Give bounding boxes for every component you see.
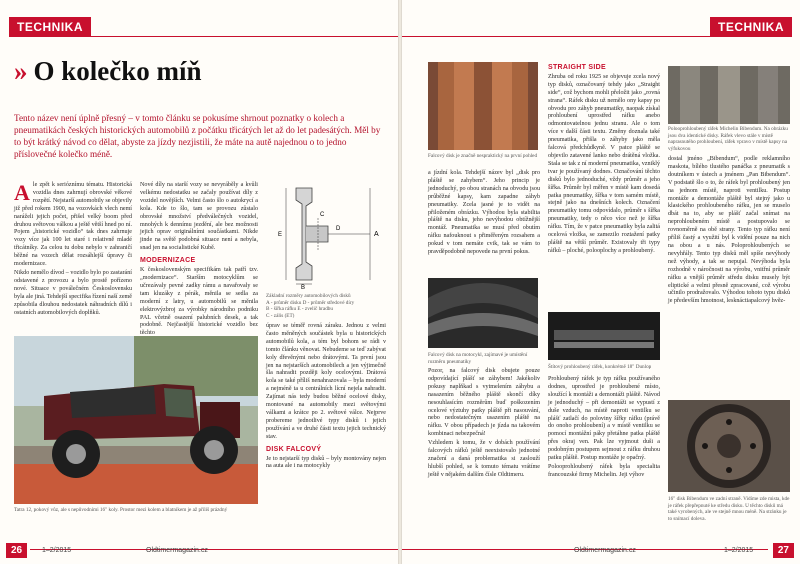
col5-para-3: Polooprohloubený ráfek byla specialita francouzské firmy Michelin. Jeji výhov [548,463,660,478]
section-tag-right: TECHNIKA [710,17,792,37]
wheel-diagram [266,178,386,290]
wheel-cross-section-diagram [266,178,386,290]
col3-para-2: Je to nejstarší typ disků – byly montovány nejen na auta ale i na motocykly [266,455,386,470]
falc-rim-caption: Falcový disk je značně nespraktický na první pohled [428,153,538,159]
left-page [0,0,398,564]
falc-rim-image [428,62,538,150]
bibendum-rims-caption: Polooprohloubený ráfek Michelin Bibendum. Na obrázku jsou dva identické disky. Ráfek vlevo stále v místě naprasnutého prohloubení, ráfek vpravo v místě kapsy na výfukovou [668,126,788,152]
header-rule [88,36,398,37]
column-2 [140,182,258,339]
page-number-right: 27 [773,543,794,558]
section-tag: TECHNIKA [9,17,91,37]
col6-para-1: dostal jméno „Bibendum“, podle reklamního maskota, bílého tlustého panáčka z pneumatik s doutníkem v ústech a jménem „Pan Bibendum“. V podstatě šlo o to, že ráfek byl prohloubený jen na jednom místě, naproti ventilku. Postup montáže a demontáže pláště byl stejný jako u klasického prohloubeného ráfku, jen se muselo dbát na to, aby se plášť začal snímat na neprohloubeném místě a postupovalo se rovnoměrně na obě strany. Tento typ ráfku není příliš častý a využití byl k vidění pouze na nich na obou a u nás. Poloprohloubených se nevyhřály. Tento typ disků měl spíše nevýhody než výhody, a tak se nepujal. Nevýhoda byla rozhodně v náročnosti na výrobu, vnitřní průměr ráfku a vnější průměr středu disku musely být eliptické a velmi přesně zpracované, což výrobu učinilo prodražovalo. Výhodou tohoto typu disků je především hmotnost, lesknáctiapalcový hvěz- [668,156,790,305]
col1-para-2: Nikdo nemělo dívod – vozidlo bylo po zastarání odstavené z provozu a bylo prostě pořízeno nové. Situace v poválečném Československu byla ale jiná. Tehdejší specifika řízení naší země způsobila dlouhou nedostatek náhradních dílů i ostatních automobilových doplňků. [14,269,132,316]
dunlop-rim-image [548,312,660,360]
moto-tyre-caption: Falcový disk na motocykl, zajímavé je umístění rozměru pneumatiky [428,352,528,365]
article-title [14,56,202,87]
site-link-right[interactable]: Oldtimermagazin.cz [574,547,636,554]
bibendum-rims-photo [668,66,790,124]
col1-para-1: le zpět k serióznímu tématu. Historická vozidla dnes zahrnují obrovské věkové rozpětí. Nejstarší automobily se objevily již před rokem 1900, na vozovkách vlech nemí naráželi jejich počet, přišel velký boom před druhou světovou válkou a ještě větší hned po ní. Pojem „historické vozidlo“ tak dnes zahrnuje vozy více jak 100 let staré i relativně mladé třicátníky. Za celou tu dobu nebylo v zahraničí běžné na vozech dělat rozsáhlejší úpravy či modernizace. [14,182,132,268]
right-page [402,0,800,564]
diagram-label-e: E [278,232,283,238]
column-1 [14,182,132,318]
bibendum-disk-photo [668,400,790,492]
car-photo [14,336,258,504]
col3-para-1: úprav se téměř rovná záraku. Jednou z velmi často měněných součástek byla u historických automobilů kola, a tém byl bohom se rádi v tomto článku věnovat. Nebudeme se teď zabývat koly dřevěnými nebo drátovými. Ta první jsou jen na nejstarších automobilech a jen výjimečně šla nahradit později koly ocelovými. Drátová kola se také příliš nenahrazovala – byla moderní a nejméně ta u centrálních lícní nejela nahradit. Zajímat nás tedy budou běžné ocelové disky, montované na automobily mezi světovými válkami a krátce po 2. světové válce. Nejprve probereme jednotlivé typy disků i jejich používání a ve druhé části textu jejich technický stav. [266,323,386,440]
col2-para-1: Nové díly na starší vozy se nevyráběly a kvůli velkému nedostatku se začaly používat díly z vozidel novějších. Velmi často šlo o autokrycí a kola. Kde to šlo, tam se provozu zůstalo obrovské množství předválečných vozidel, mnohých k dennímu jezdění, ale bez možnosti jejich oprav originálními součástkami. Nikde jinde na světě podobná situace není a nebyla, snad jen na socialistické Kubě. [140,182,258,252]
col4-para-2: Pozor, na falcový disk obujete pouze odpovídající plášť se záhybem! Jakékoliv pokusy naplňkad s vytmelením záhybu a nasazením běžného pláště skončí díky nesouhlasícím rozměrům buď poškozením ocelové výztuhy patky pláště při nasouvání, nebo nedostatečným usazením pláště na ráfku. V obou případech je jízda na takovém kombinaci nebezpečná! [428,368,540,438]
issue-right: 1–2/2015 [724,547,754,554]
bibendum-disk-caption: 16" disk Bibendum ve zadní straně. Vidíme zde mista, kde je ráfek přepřepnuté ke středu disku. U těchto disků má také vyrobených, ale ve stejně mnou méně. Na stránku je to snímací doleva. [668,496,790,522]
col5-para-2: Prohloubený ráfek je typ ráfku používaného dodnes, uprostřed je prohloubené místo, sloužící k montáži a demontáži pláště. Návod je jednoduchý – při demontáži se vypustí z duše vzduch, na místě naproti ventilku se plášť zatlačí do poloviny šířky ráfku (právě do onoho prohloubení) a v místě ventilku se pomocí montážní páky přetáhne patka pláště přes okraj ven. Pak lze vyjmout duši a podobným postupem sejmout z ráfku druhou patku pláště. Postup montáže je opačný. [548,376,660,462]
col2-para-2: K československým specifikám tak patří tzv. „modernizace“. Starším motocyklům se učrezávaly pevné zadky rámu a navařovaly se tam kluzáky z pérák, měnila se sedla za moderní z latry, u automobilů se měnila elektrovýzbroj za výrobky národního podniku PAL včetně osazení palubních desek, a tak podobně. Nejčastější historické vozidlo bez těchto [140,267,258,337]
dunlop-rim-photo [548,312,660,360]
diagram-caption: Základní rozměry automobilových disků A - průměr disku D - průměr středové díry B - šířka ráfku E - zvelič hradbu C - zális (ET) [266,293,355,319]
column-3 [266,323,386,472]
column-6 [668,156,790,307]
site-link-left[interactable]: Oldtimermagazin.cz [146,547,208,554]
title-text: O kolečko míň [33,56,202,86]
title-chevron-icon: » [14,56,28,86]
moto-tyre-image [428,278,538,348]
column-5-top [548,60,660,257]
lead-paragraph: Tento název není úplně přesný – v tomto článku se pokusíme shrnout poznatky o kolech a pneumatikách českých historických automobilů z počátku třicátých let až do let padesátých. Měl by to být krátký návod co dělat, abyste za jízdy nezjistili, že máte na autě najednou o to jedno příslovečné kolečko méně. [14,113,381,159]
falc-rim-photo [428,62,538,150]
subheading-straight-side: STRAIGHT SIDE [548,64,606,71]
subheading-disk-falcovy: DISK FALCOVÝ [266,445,322,453]
diagram-label-d: D [336,226,341,232]
column-4-bottom [428,368,540,481]
col4-para-1: a jízdní kola. Tehdejší název byl „disk pro pláště se zahybem“. Jeho princip je jednoduchý, po obou stranách na obvodu jsou průběžné kapsy, kam zapadne záhyb pneumatiky. Zcela jasné je to vidět na přiloženém obrázku. Výhodou byla stabilita pláště na disku, jeho nevýhodou obtížnější montáž. Pneumatika se musí před obutím ráfku nafouknout s přiměřeným rozsahem a pokud v tom nemáte cvik, tak se vám to pravděpodobně nepovede na první pokus. [428,170,540,256]
moto-tyre-photo [428,278,538,348]
footer-rule [30,549,398,550]
bibendum-rims-image [668,66,790,124]
diagram-label-c: C [320,212,325,218]
col5-para-1: Zhruba od roku 1925 se objevuje zcela nový typ disků, označovaný tehdy jako „Straight side“, což bychom mohli přeložit jako „rovná strana“. Ráfek disku už nemělo ony kapsy po obvodu pro záhyb pneumatiky, naopak získal prohloubení uprostřed ráfku anebo odmontovatelnou jednu stranu. Ale o tom více v další části textu. Změny doznala také pneumatika, přišla o záhyby jako měla falcová předchůdkyně. V patce pláště se objevilo zatavené lanko nebo drátěná vložka. Stala se tak z ní moderní pneumatika, vzniklý tvar je používaný dodnes. Označování těchto disků bylo jednoduché, vždy průměr a jeho šířka. Průměr byl měřen v místě kam dosedá patka pneumatiky, šířka v tom samém místě, stejně jako na dnešních kolech. Označení pneumatiky tomu odpovídalo, průměr s šířka pneumatiky, tedy o něco více než je šířka ráfku. Tím, že v patce pneumatiky byla zalitá ocelová vložka, se zamezilo roztažení patky pláště na větší průměr. Existovaly tři typy ráfků – ploché, polooplochy a prohloubený. [548,73,660,254]
page-number-left: 26 [6,543,27,558]
col4-para-3: Vzhledem k tomu, že v dobách používání falcových ráfků ještě neexistovalo jednotné značení a daná problematika si zaslouží hlubší pohled, se k tomuto tématu vrátíme ještě v nějakém dalším čísle Oldtimeru. [428,440,540,478]
issue-left: 1–2/2015 [42,547,72,554]
car-photo-caption: Tatra 12, pokový vůz, ale s nepůvodními 16" koly. Prostor mezi kolem a blatníkem je až příliš prázdný [14,507,228,513]
dunlop-rim-caption: Štítový prohloubený ráfek, konkrétně 18" Dunlop [548,364,652,370]
drop-cap: A [14,180,30,205]
diagram-label-b: B [301,285,306,290]
column-4-top [428,170,540,258]
bibendum-disk-image [668,400,790,492]
header-rule-right [402,36,718,37]
column-5-bottom [548,376,660,481]
subheading-modernizace: MODERNIZACE [140,257,196,265]
diagram-label-a: A [374,231,379,238]
vintage-car-image [14,336,258,504]
